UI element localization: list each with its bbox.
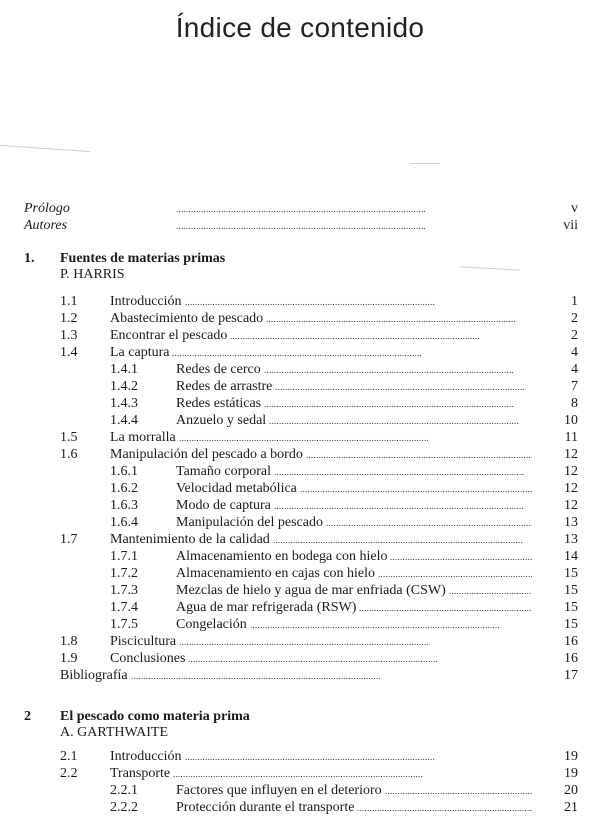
section-row [0, 531, 600, 548]
section-label: Protección durante el transporte [176, 800, 355, 815]
section-number: 1.6.3 [110, 498, 138, 513]
section-number: 1.4.4 [110, 413, 138, 428]
page-number: 12 [564, 498, 578, 513]
page-number: 11 [564, 430, 578, 445]
leader-dots [274, 497, 532, 515]
section-label: Mantenimiento de la calidad [110, 532, 270, 547]
leader-dots [230, 327, 532, 345]
subsection-row [0, 616, 600, 633]
front-matter-row [0, 200, 600, 217]
section-label: Introducción [110, 294, 182, 309]
section-number: 1.4.2 [110, 379, 138, 394]
subsection-row [0, 480, 600, 497]
section-row [0, 650, 600, 667]
section-label: Redes estáticas [176, 396, 262, 411]
leader-dots [185, 293, 532, 311]
leader-dots [176, 217, 532, 235]
section-row [0, 633, 600, 650]
leader-dots [176, 200, 532, 218]
section-number: 1.2 [60, 311, 78, 326]
chapter-number: 2 [24, 709, 31, 724]
page-number: 4 [571, 362, 578, 377]
section-number: 1.5 [60, 430, 78, 445]
section-row [0, 310, 600, 327]
page-number: 2 [571, 328, 578, 343]
chapter-author [0, 266, 600, 283]
section-label: Abastecimiento de pescado [110, 311, 264, 326]
section-label: Factores que influyen en el deterioro [176, 783, 382, 798]
section-row [0, 667, 600, 684]
section-number: 1.9 [60, 651, 78, 666]
subsection-row [0, 514, 600, 531]
author-name: P. HARRIS [60, 267, 125, 282]
leader-dots [172, 344, 532, 362]
section-label: Agua de mar refrigerada (RSW) [176, 600, 357, 615]
page-number: 16 [564, 634, 578, 649]
section-label: Redes de cerco [176, 362, 261, 377]
page-number: 13 [564, 515, 578, 530]
leader-dots [264, 361, 532, 379]
front-matter-label: Autores [24, 218, 68, 233]
section-label: La captura [110, 345, 170, 360]
leader-dots [274, 463, 532, 481]
leader-dots [266, 310, 532, 328]
chapter-number: 1. [24, 251, 35, 266]
page-number: 14 [564, 549, 578, 564]
section-label: Transporte [110, 766, 171, 781]
front-matter-label: Prólogo [24, 201, 70, 216]
section-label: Manipulación del pescado a bordo [110, 447, 303, 462]
section-label: Congelación [176, 617, 247, 632]
scan-mark [0, 145, 90, 152]
subsection-row [0, 463, 600, 480]
section-label: Conclusiones [110, 651, 186, 666]
subsection-row [0, 565, 600, 582]
leader-dots [385, 782, 532, 800]
chapter-title: El pescado como materia prima [60, 709, 250, 724]
section-number: 1.4 [60, 345, 78, 360]
section-number: 1.7.2 [110, 566, 138, 581]
leader-dots [179, 429, 532, 447]
section-number: 2.2.1 [110, 783, 138, 798]
page-number: 7 [571, 379, 578, 394]
leader-dots [300, 480, 532, 498]
section-label: Velocidad metabólica [176, 481, 297, 496]
scan-mark [410, 163, 440, 164]
section-label: La morralla [110, 430, 176, 445]
section-label: Anzuelo y sedal [176, 413, 267, 428]
section-row [0, 344, 600, 361]
section-number: 1.8 [60, 634, 78, 649]
leader-dots [269, 412, 532, 430]
section-number: 1.6.1 [110, 464, 138, 479]
chapter-heading [0, 708, 600, 725]
section-number: 1.3 [60, 328, 78, 343]
page-number: 13 [564, 532, 578, 547]
page-number: 15 [564, 600, 578, 615]
subsection-row [0, 412, 600, 429]
leader-dots [179, 633, 532, 651]
subsection-row [0, 799, 600, 816]
page-number: 1 [571, 294, 578, 309]
leader-dots [359, 599, 532, 617]
section-number: 1.7.5 [110, 617, 138, 632]
section-label: Mezclas de hielo y agua de mar enfriada (CSW) [176, 583, 446, 598]
section-number: 1.1 [60, 294, 78, 309]
section-number: 1.6.4 [110, 515, 138, 530]
leader-dots [449, 582, 532, 600]
chapter-author [0, 724, 600, 741]
subsection-row [0, 599, 600, 616]
page-number: 10 [564, 413, 578, 428]
leader-dots [378, 565, 532, 583]
leader-dots [306, 446, 532, 464]
page-number: 2 [571, 311, 578, 326]
section-label: Introducción [110, 749, 182, 764]
section-number: 2.1 [60, 749, 78, 764]
page-number: 12 [564, 481, 578, 496]
section-number: 1.4.1 [110, 362, 138, 377]
subsection-row [0, 582, 600, 599]
leader-dots [326, 514, 532, 532]
front-matter-row [0, 217, 600, 234]
section-number: 1.6 [60, 447, 78, 462]
page-number: 19 [564, 749, 578, 764]
leader-dots [264, 395, 532, 413]
section-label: Almacenamiento en bodega con hielo [176, 549, 388, 564]
subsection-row [0, 548, 600, 565]
section-number: 2.2 [60, 766, 78, 781]
subsection-row [0, 395, 600, 412]
page-number: 15 [564, 566, 578, 581]
section-row [0, 327, 600, 344]
leader-dots [131, 667, 532, 685]
page-number: 4 [571, 345, 578, 360]
page-number: 8 [571, 396, 578, 411]
leader-dots [275, 378, 532, 396]
page-number: 21 [564, 800, 578, 815]
chapter-heading [0, 250, 600, 267]
leader-dots [250, 616, 532, 634]
page-number: 15 [564, 617, 578, 632]
subsection-row [0, 497, 600, 514]
section-label: Manipulación del pescado [176, 515, 323, 530]
section-number: 1.4.3 [110, 396, 138, 411]
leader-dots [273, 531, 532, 549]
page-number: 12 [564, 464, 578, 479]
page-number: vii [563, 218, 578, 233]
section-label: Modo de captura [176, 498, 271, 513]
section-row [0, 429, 600, 446]
subsection-row [0, 378, 600, 395]
section-number: 1.7.1 [110, 549, 138, 564]
section-label: Almacenamiento en cajas con hielo [176, 566, 376, 581]
leader-dots [173, 765, 532, 783]
section-row [0, 446, 600, 463]
section-number: 1.6.2 [110, 481, 138, 496]
section-row [0, 748, 600, 765]
section-row [0, 765, 600, 782]
page-number: 17 [564, 668, 578, 683]
section-label: Piscicultura [110, 634, 177, 649]
section-row [0, 293, 600, 310]
page-number: 12 [564, 447, 578, 462]
page-number: 15 [564, 583, 578, 598]
section-label: Encontrar el pescado [110, 328, 228, 343]
leader-dots [390, 548, 532, 566]
section-number: 1.7.4 [110, 600, 138, 615]
page-number: v [571, 201, 578, 216]
leader-dots [185, 748, 532, 766]
leader-dots [357, 799, 532, 817]
section-label: Bibliografía [60, 668, 128, 683]
section-number: 2.2.2 [110, 800, 138, 815]
leader-dots [188, 650, 532, 668]
section-label: Tamaño corporal [176, 464, 272, 479]
author-name: A. GARTHWAITE [60, 725, 169, 740]
subsection-row [0, 361, 600, 378]
page-number: 19 [564, 766, 578, 781]
chapter-title: Fuentes de materias primas [60, 251, 226, 266]
page-number: 20 [564, 783, 578, 798]
section-number: 1.7 [60, 532, 78, 547]
page-title: Índice de contenido [175, 12, 425, 43]
section-label: Redes de arrastre [176, 379, 273, 394]
section-number: 1.7.3 [110, 583, 138, 598]
page-number: 16 [564, 651, 578, 666]
subsection-row [0, 782, 600, 799]
